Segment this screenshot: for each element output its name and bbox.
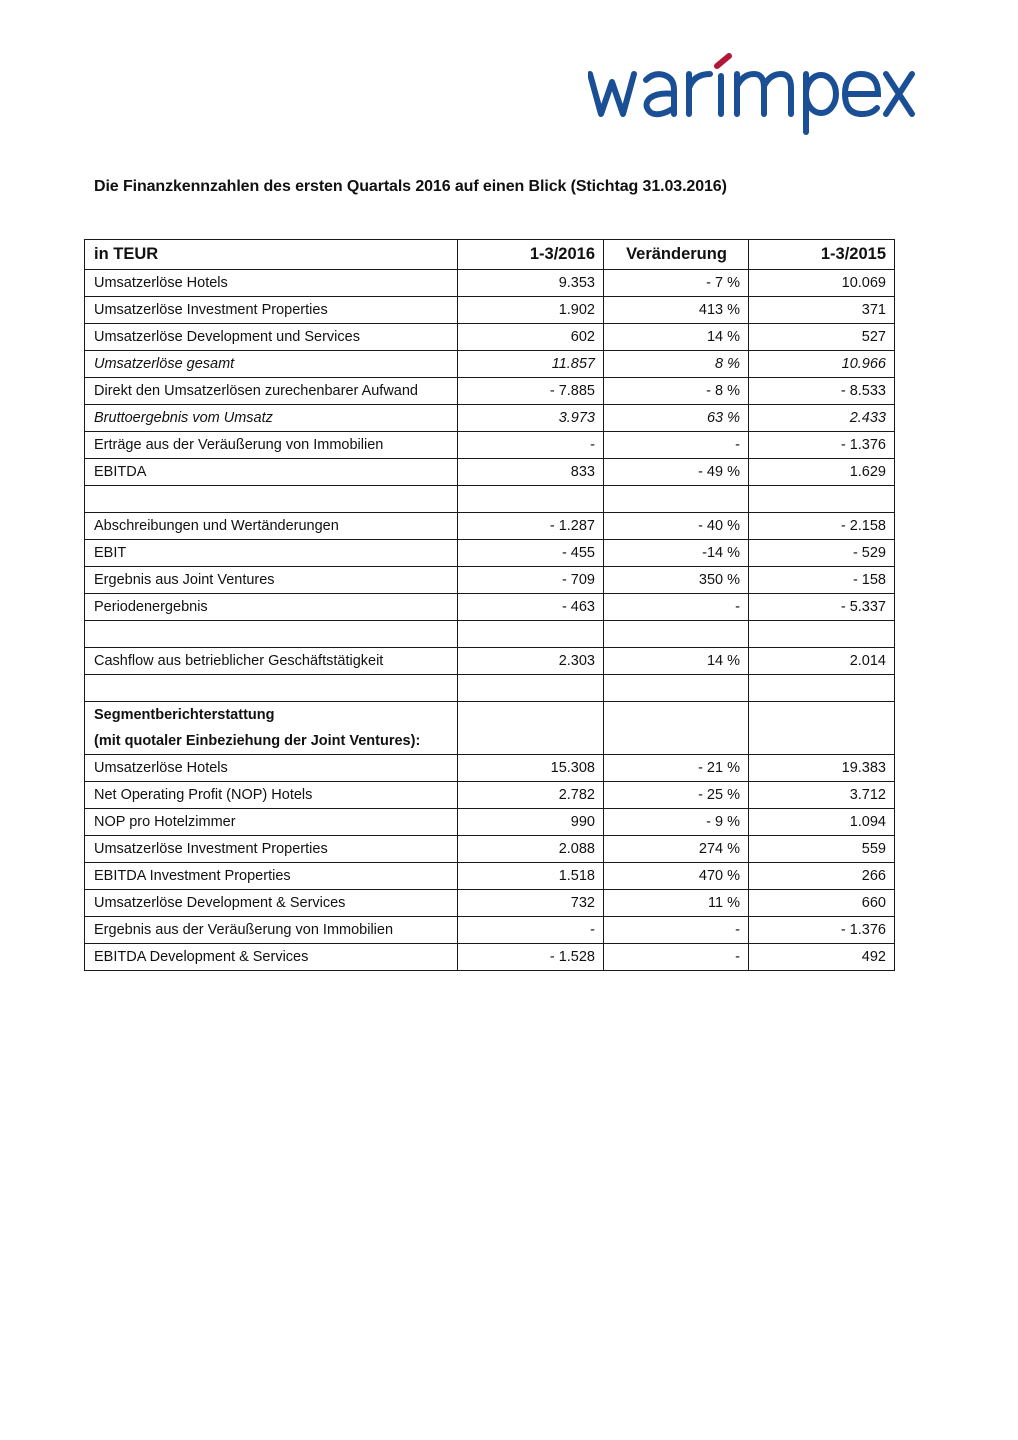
warimpex-logo [588, 52, 918, 142]
value-2015: 559 [749, 836, 895, 863]
row-label: Umsatzerlöse gesamt [85, 351, 458, 378]
table-header-row [85, 240, 895, 270]
value-2016: - 463 [458, 594, 604, 621]
table-spacer-row [85, 675, 895, 702]
row-label: EBITDA Investment Properties [85, 863, 458, 890]
segment-row [85, 917, 895, 944]
value-2015: - 1.376 [749, 917, 895, 944]
value-2015: 1.629 [749, 459, 895, 486]
row-label: EBIT [85, 540, 458, 567]
segment-heading-row [85, 702, 895, 755]
value-2015: 1.094 [749, 809, 895, 836]
value-change: 14 % [604, 324, 749, 351]
empty-cell [604, 675, 749, 702]
logo-wordmark [590, 56, 912, 132]
value-change: - 49 % [604, 459, 749, 486]
value-2016: - [458, 917, 604, 944]
empty-cell [458, 675, 604, 702]
row-label: Bruttoergebnis vom Umsatz [85, 405, 458, 432]
value-2016: 1.902 [458, 297, 604, 324]
value-2016: 15.308 [458, 755, 604, 782]
row-label: Abschreibungen und Wertänderungen [85, 513, 458, 540]
row-label: Ergebnis aus der Veräußerung von Immobilien [85, 917, 458, 944]
table-row [85, 270, 895, 297]
value-2016: 2.088 [458, 836, 604, 863]
segment-row [85, 782, 895, 809]
table-row [85, 594, 895, 621]
row-label: Umsatzerlöse Development & Services [85, 890, 458, 917]
value-2016: - 709 [458, 567, 604, 594]
table-row [85, 567, 895, 594]
value-2016: 9.353 [458, 270, 604, 297]
row-label: EBITDA [85, 459, 458, 486]
table-row-subtotal [85, 405, 895, 432]
segment-row [85, 809, 895, 836]
row-label: Erträge aus der Veräußerung von Immobilien [85, 432, 458, 459]
empty-cell [749, 621, 895, 648]
value-change: -14 % [604, 540, 749, 567]
row-label: Periodenergebnis [85, 594, 458, 621]
row-label: Direkt den Umsatzerlösen zurechenbarer Aufwand [85, 378, 458, 405]
value-change: - 8 % [604, 378, 749, 405]
segment-row [85, 863, 895, 890]
empty-cell [604, 621, 749, 648]
value-change: - [604, 944, 749, 971]
segment-heading-subtitle: (mit quotaler Einbeziehung der Joint Ventures): [94, 733, 421, 749]
value-2015: - 5.337 [749, 594, 895, 621]
value-2015: - 158 [749, 567, 895, 594]
value-change: - 25 % [604, 782, 749, 809]
row-label: Umsatzerlöse Investment Properties [85, 297, 458, 324]
value-2016: - 455 [458, 540, 604, 567]
empty-cell [85, 675, 458, 702]
table-row [85, 297, 895, 324]
table-row-subtotal [85, 351, 895, 378]
value-change: - 7 % [604, 270, 749, 297]
value-change: - [604, 917, 749, 944]
table-spacer-row [85, 621, 895, 648]
empty-cell [85, 621, 458, 648]
value-change: 350 % [604, 567, 749, 594]
value-2016: - 1.287 [458, 513, 604, 540]
segment-row [85, 944, 895, 971]
row-label: Net Operating Profit (NOP) Hotels [85, 782, 458, 809]
value-change: - [604, 432, 749, 459]
value-2015: 10.966 [749, 351, 895, 378]
table-row [85, 324, 895, 351]
value-2015: 266 [749, 863, 895, 890]
row-label: Umsatzerlöse Hotels [85, 270, 458, 297]
empty-cell [749, 486, 895, 513]
value-2016: 1.518 [458, 863, 604, 890]
value-change: - 40 % [604, 513, 749, 540]
row-label: Ergebnis aus Joint Ventures [85, 567, 458, 594]
value-change: 470 % [604, 863, 749, 890]
value-2016: 2.303 [458, 648, 604, 675]
value-change: 8 % [604, 351, 749, 378]
segment-heading-title: Segmentberichterstattung [94, 707, 275, 723]
table-row [85, 432, 895, 459]
value-2015: 2.433 [749, 405, 895, 432]
value-change: 63 % [604, 405, 749, 432]
segment-heading [85, 702, 458, 755]
value-2016: 2.782 [458, 782, 604, 809]
value-2016: 11.857 [458, 351, 604, 378]
row-label: NOP pro Hotelzimmer [85, 809, 458, 836]
value-2015: - 529 [749, 540, 895, 567]
value-change: 11 % [604, 890, 749, 917]
header-period-2015: 1-3/2015 [749, 240, 895, 270]
segment-row [85, 755, 895, 782]
value-2015: - 1.376 [749, 432, 895, 459]
header-change: Veränderung [604, 240, 749, 270]
value-2015: 19.383 [749, 755, 895, 782]
value-change: 274 % [604, 836, 749, 863]
value-2016: - 1.528 [458, 944, 604, 971]
value-2015: 2.014 [749, 648, 895, 675]
empty-cell [749, 675, 895, 702]
value-2015: - 2.158 [749, 513, 895, 540]
row-label: Cashflow aus betrieblicher Geschäftstätigkeit [85, 648, 458, 675]
value-change: - 9 % [604, 809, 749, 836]
table-row [85, 378, 895, 405]
value-change: - [604, 594, 749, 621]
value-2016: 732 [458, 890, 604, 917]
header-period-2016: 1-3/2016 [458, 240, 604, 270]
value-2015: 527 [749, 324, 895, 351]
empty-cell [458, 621, 604, 648]
row-label: EBITDA Development & Services [85, 944, 458, 971]
empty-cell [604, 702, 749, 755]
value-2016: 602 [458, 324, 604, 351]
empty-cell [458, 486, 604, 513]
empty-cell [604, 486, 749, 513]
value-2015: 660 [749, 890, 895, 917]
table-row [85, 648, 895, 675]
row-label: Umsatzerlöse Development und Services [85, 324, 458, 351]
segment-row [85, 836, 895, 863]
value-2015: 10.069 [749, 270, 895, 297]
value-2015: 371 [749, 297, 895, 324]
value-2015: 492 [749, 944, 895, 971]
segment-row [85, 890, 895, 917]
value-change: 14 % [604, 648, 749, 675]
value-2016: - [458, 432, 604, 459]
table-spacer-row [85, 486, 895, 513]
table-row [85, 459, 895, 486]
value-2016: 990 [458, 809, 604, 836]
value-2016: - 7.885 [458, 378, 604, 405]
value-2016: 3.973 [458, 405, 604, 432]
value-2016: 833 [458, 459, 604, 486]
value-2015: - 8.533 [749, 378, 895, 405]
header-unit: in TEUR [85, 240, 458, 270]
empty-cell [749, 702, 895, 755]
value-2015: 3.712 [749, 782, 895, 809]
financial-figures-table [84, 239, 895, 971]
value-change: 413 % [604, 297, 749, 324]
table-row [85, 513, 895, 540]
table-row [85, 540, 895, 567]
value-change: - 21 % [604, 755, 749, 782]
empty-cell [458, 702, 604, 755]
document-title: Die Finanzkennzahlen des ersten Quartals 2016 auf einen Blick (Stichtag 31.03.2016) [94, 178, 727, 195]
row-label: Umsatzerlöse Hotels [85, 755, 458, 782]
row-label: Umsatzerlöse Investment Properties [85, 836, 458, 863]
empty-cell [85, 486, 458, 513]
